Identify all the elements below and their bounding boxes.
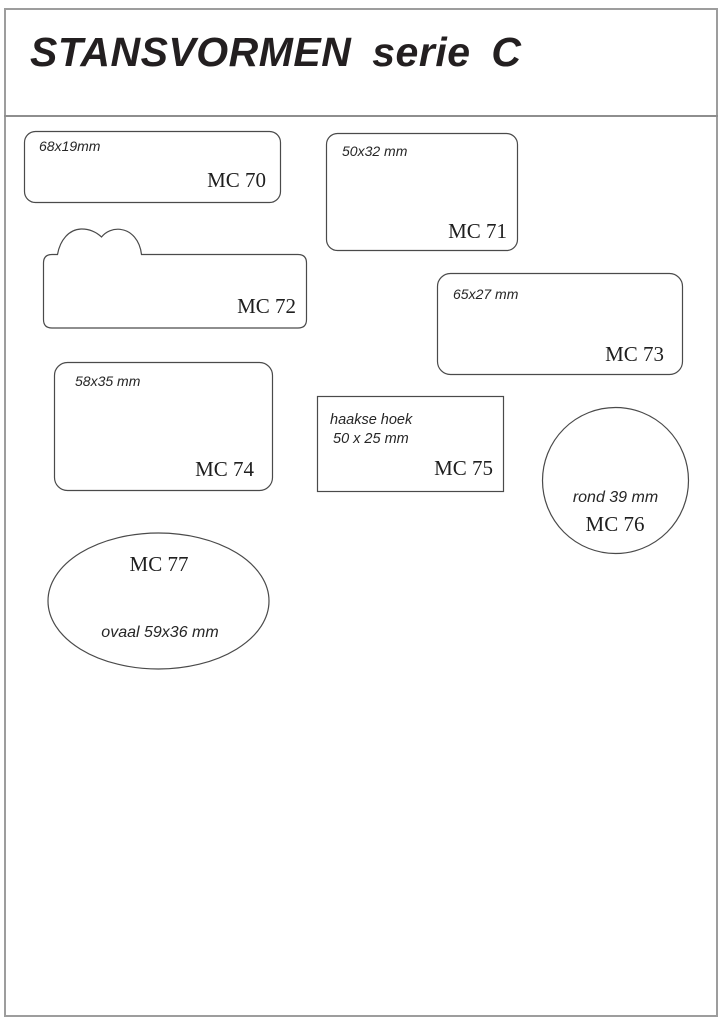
code-label-mc76: MC 76 bbox=[585, 512, 645, 536]
dimension-text-mc75 bbox=[330, 411, 412, 449]
dimension-text-mc71: 50x32 mm bbox=[342, 143, 408, 159]
code-label-mc70: MC 70 bbox=[207, 168, 266, 192]
code-label-mc73: MC 73 bbox=[605, 342, 664, 366]
dimension-text-mc74: 58x35 mm bbox=[75, 373, 141, 389]
dimension-text-mc75-line2: 50 x 25 mm bbox=[333, 431, 409, 447]
page-title: STANSVORMEN serie C bbox=[30, 29, 522, 75]
code-label-mc74: MC 74 bbox=[195, 457, 254, 481]
dimension-text-mc77: ovaal 59x36 mm bbox=[101, 624, 219, 641]
code-label-mc77: MC 77 bbox=[129, 552, 189, 576]
dimension-text-mc75-line1: haakse hoek bbox=[330, 412, 413, 428]
dimension-text-mc76: rond 39 mm bbox=[572, 489, 659, 506]
code-label-mc72: MC 72 bbox=[237, 294, 296, 318]
code-label-mc75: MC 75 bbox=[434, 456, 493, 480]
code-label-mc71: MC 71 bbox=[448, 219, 507, 243]
dimension-text-mc73: 65x27 mm bbox=[453, 286, 519, 302]
dimension-text-mc70: 68x19mm bbox=[39, 138, 101, 154]
